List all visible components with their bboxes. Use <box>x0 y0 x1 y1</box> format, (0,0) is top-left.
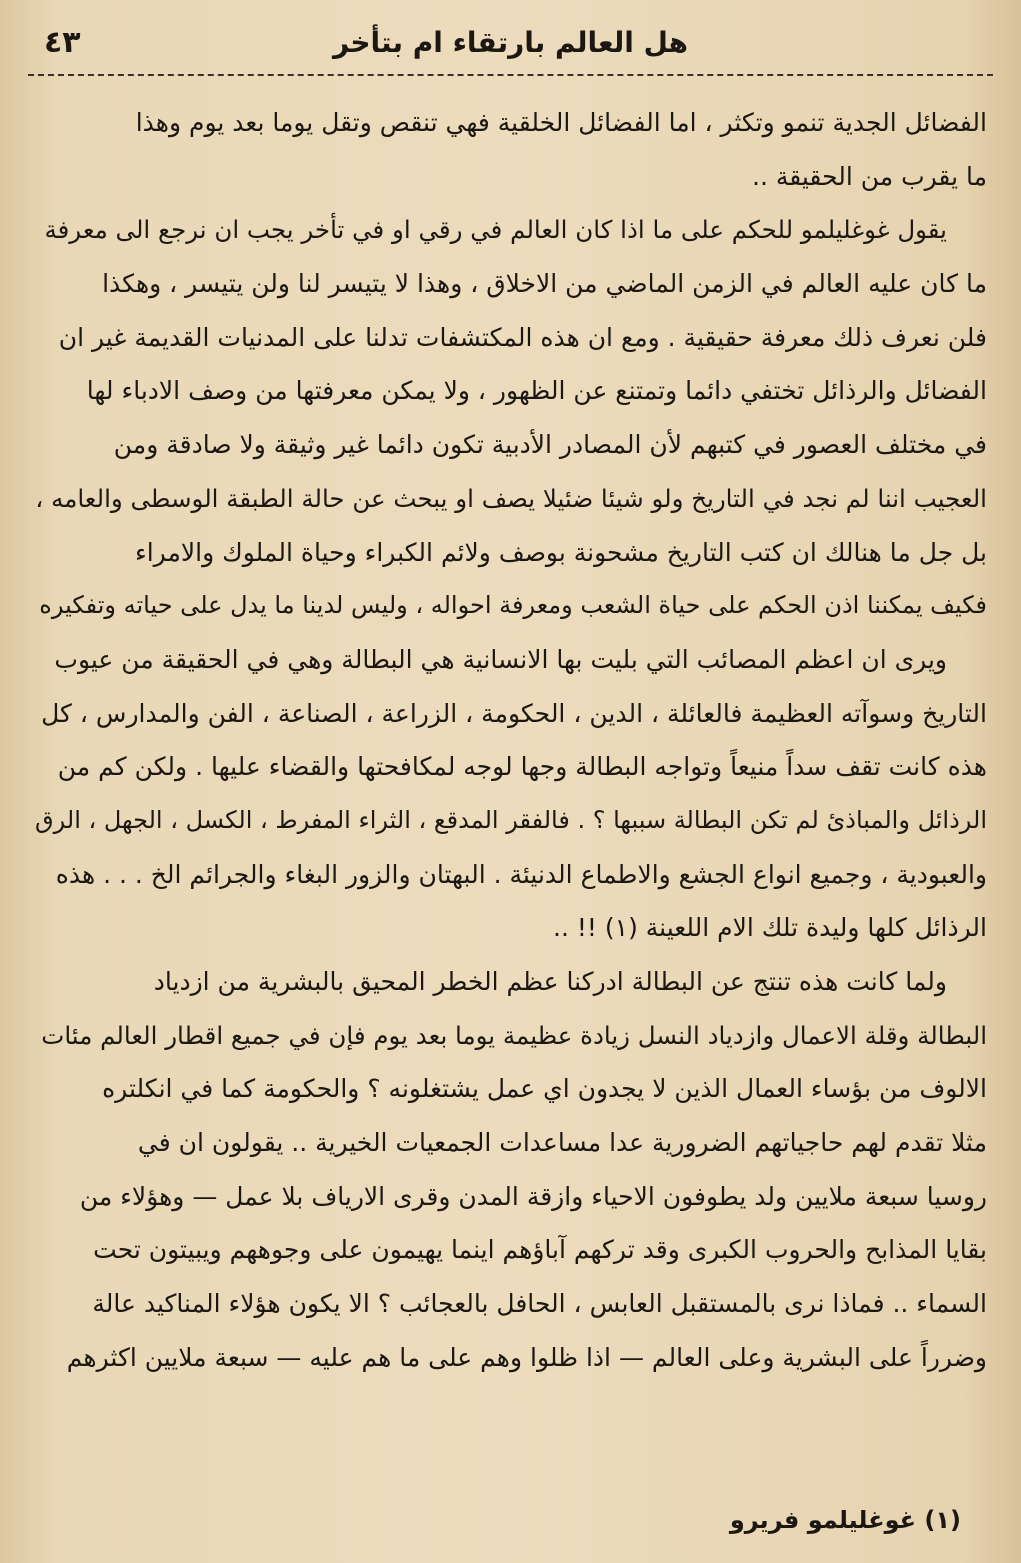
text-line: الفضائل والرذائل تختفي دائما وتمتنع عن الظهور ، ولا يمكن معرفتها من وصف الادباء لها <box>86 376 987 406</box>
page-number: ٤٣ <box>44 25 81 60</box>
text-line: ولما كانت هذه تنتج عن البطالة ادركنا عظم الخطر المحيق بالبشرية من ازدياد <box>153 967 947 996</box>
text-line: يقول غوغليلمو للحكم على ما اذا كان العالم في رقي او في تأخر يجب ان نرجع الى معرفة <box>44 215 947 245</box>
text-line: بقايا المذابح والحروب الكبرى وقد تركهم آباؤهم اينما يهيمون على وجوههم ويبيتون تحت <box>93 1235 987 1265</box>
footnote: (١) غوغليلمو فريرو <box>729 1506 961 1534</box>
running-header <box>34 18 987 68</box>
text-line: التاريخ وسوآته العظيمة فالعائلة ، الدين ، الحكومة ، الزراعة ، الصناعة ، الفن والمدارس ، كل <box>41 698 987 728</box>
text-line: ويرى ان اعظم المصائب التي بليت بها الانسانية هي البطالة وهي في الحقيقة من عيوب <box>54 644 947 674</box>
text-line: فلن نعرف ذلك معرفة حقيقية . ومع ان هذه المكتشفات تدلنا على المدنيات القديمة غير ان <box>58 322 987 352</box>
body-text <box>28 96 987 1385</box>
text-line: وضرراً على البشرية وعلى العالم — اذا ظلوا وهم على ما هم عليه — سبعة ملايين اكثرهم <box>66 1342 987 1372</box>
text-line: هذه كانت تقف سداً منيعاً وتواجه البطالة وجها لوجه لمكافحتها والقضاء عليها . ولكن كم من <box>57 752 987 782</box>
text-line: العجيب اننا لم نجد في التاريخ ولو شيئا ضئيلا يصف او يبحث عن حالة الطبقة الوسطى والعامه ، <box>35 483 987 513</box>
text-line: الفضائل الجدية تنمو وتكثر ، اما الفضائل الخلقية فهي تنقص وتقل يوما بعد يوم وهذا <box>135 108 987 137</box>
text-line: مثلا تقدم لهم حاجياتهم الضرورية عدا مساعدات الجمعيات الخيرية .. يقولون ان في <box>137 1128 987 1158</box>
text-line: روسيا سبعة ملايين ولد يطوفون الاحياء وازقة المدن وقرى الارياف بلا عمل — وهؤلاء من <box>79 1181 987 1211</box>
text-line: في مختلف العصور في كتبهم لأن المصادر الأدبية تكون دائما غير وثيقة ولا صادقة ومن <box>113 430 987 460</box>
running-title: هل العالم بارتقاء ام بتأخر <box>332 26 689 59</box>
text-line: الرذائل كلها وليدة تلك الام اللعينة (١) !! .. <box>553 913 987 943</box>
text-line: السماء .. فماذا نرى بالمستقبل العابس ، الحافل بالعجائب ؟ الا يكون هؤلاء المناكيد عالة <box>92 1289 987 1319</box>
text-line: فكيف يمكننا اذن الحكم على حياة الشعب ومعرفة احواله ، وليس لدينا ما يدل على حياته وتفكيره <box>39 591 987 620</box>
text-line: والعبودية ، وجميع انواع الجشع والاطماع الدنيئة . البهتان والزور البغاء والجرائم الخ . . . هذه <box>55 859 987 889</box>
text-line: ما كان عليه العالم في الزمن الماضي من الاخلاق ، وهذا لا يتيسر لنا ولن يتيسر ، وهكذا <box>102 269 987 299</box>
header-divider <box>28 74 993 76</box>
text-line: بل جل ما هنالك ان كتب التاريخ مشحونة بوصف ولائم الكبراء وحياة الملوك والامراء <box>134 537 987 567</box>
text-line: الالوف من بؤساء العمال الذين لا يجدون اي عمل يشتغلونه ؟ والحكومة كما في انكلتره <box>102 1074 987 1104</box>
text-line: ما يقرب من الحقيقة .. <box>752 161 987 191</box>
text-line: البطالة وقلة الاعمال وازدياد النسل زيادة عظيمة يوما بعد يوم فإن في جميع اقطار العالم مئات <box>41 1020 987 1050</box>
text-line: الرذائل والمباذئ لم تكن البطالة سببها ؟ . فالفقر المدقع ، الثراء المفرط ، الكسل ، الجهل ، الرق <box>35 805 987 834</box>
